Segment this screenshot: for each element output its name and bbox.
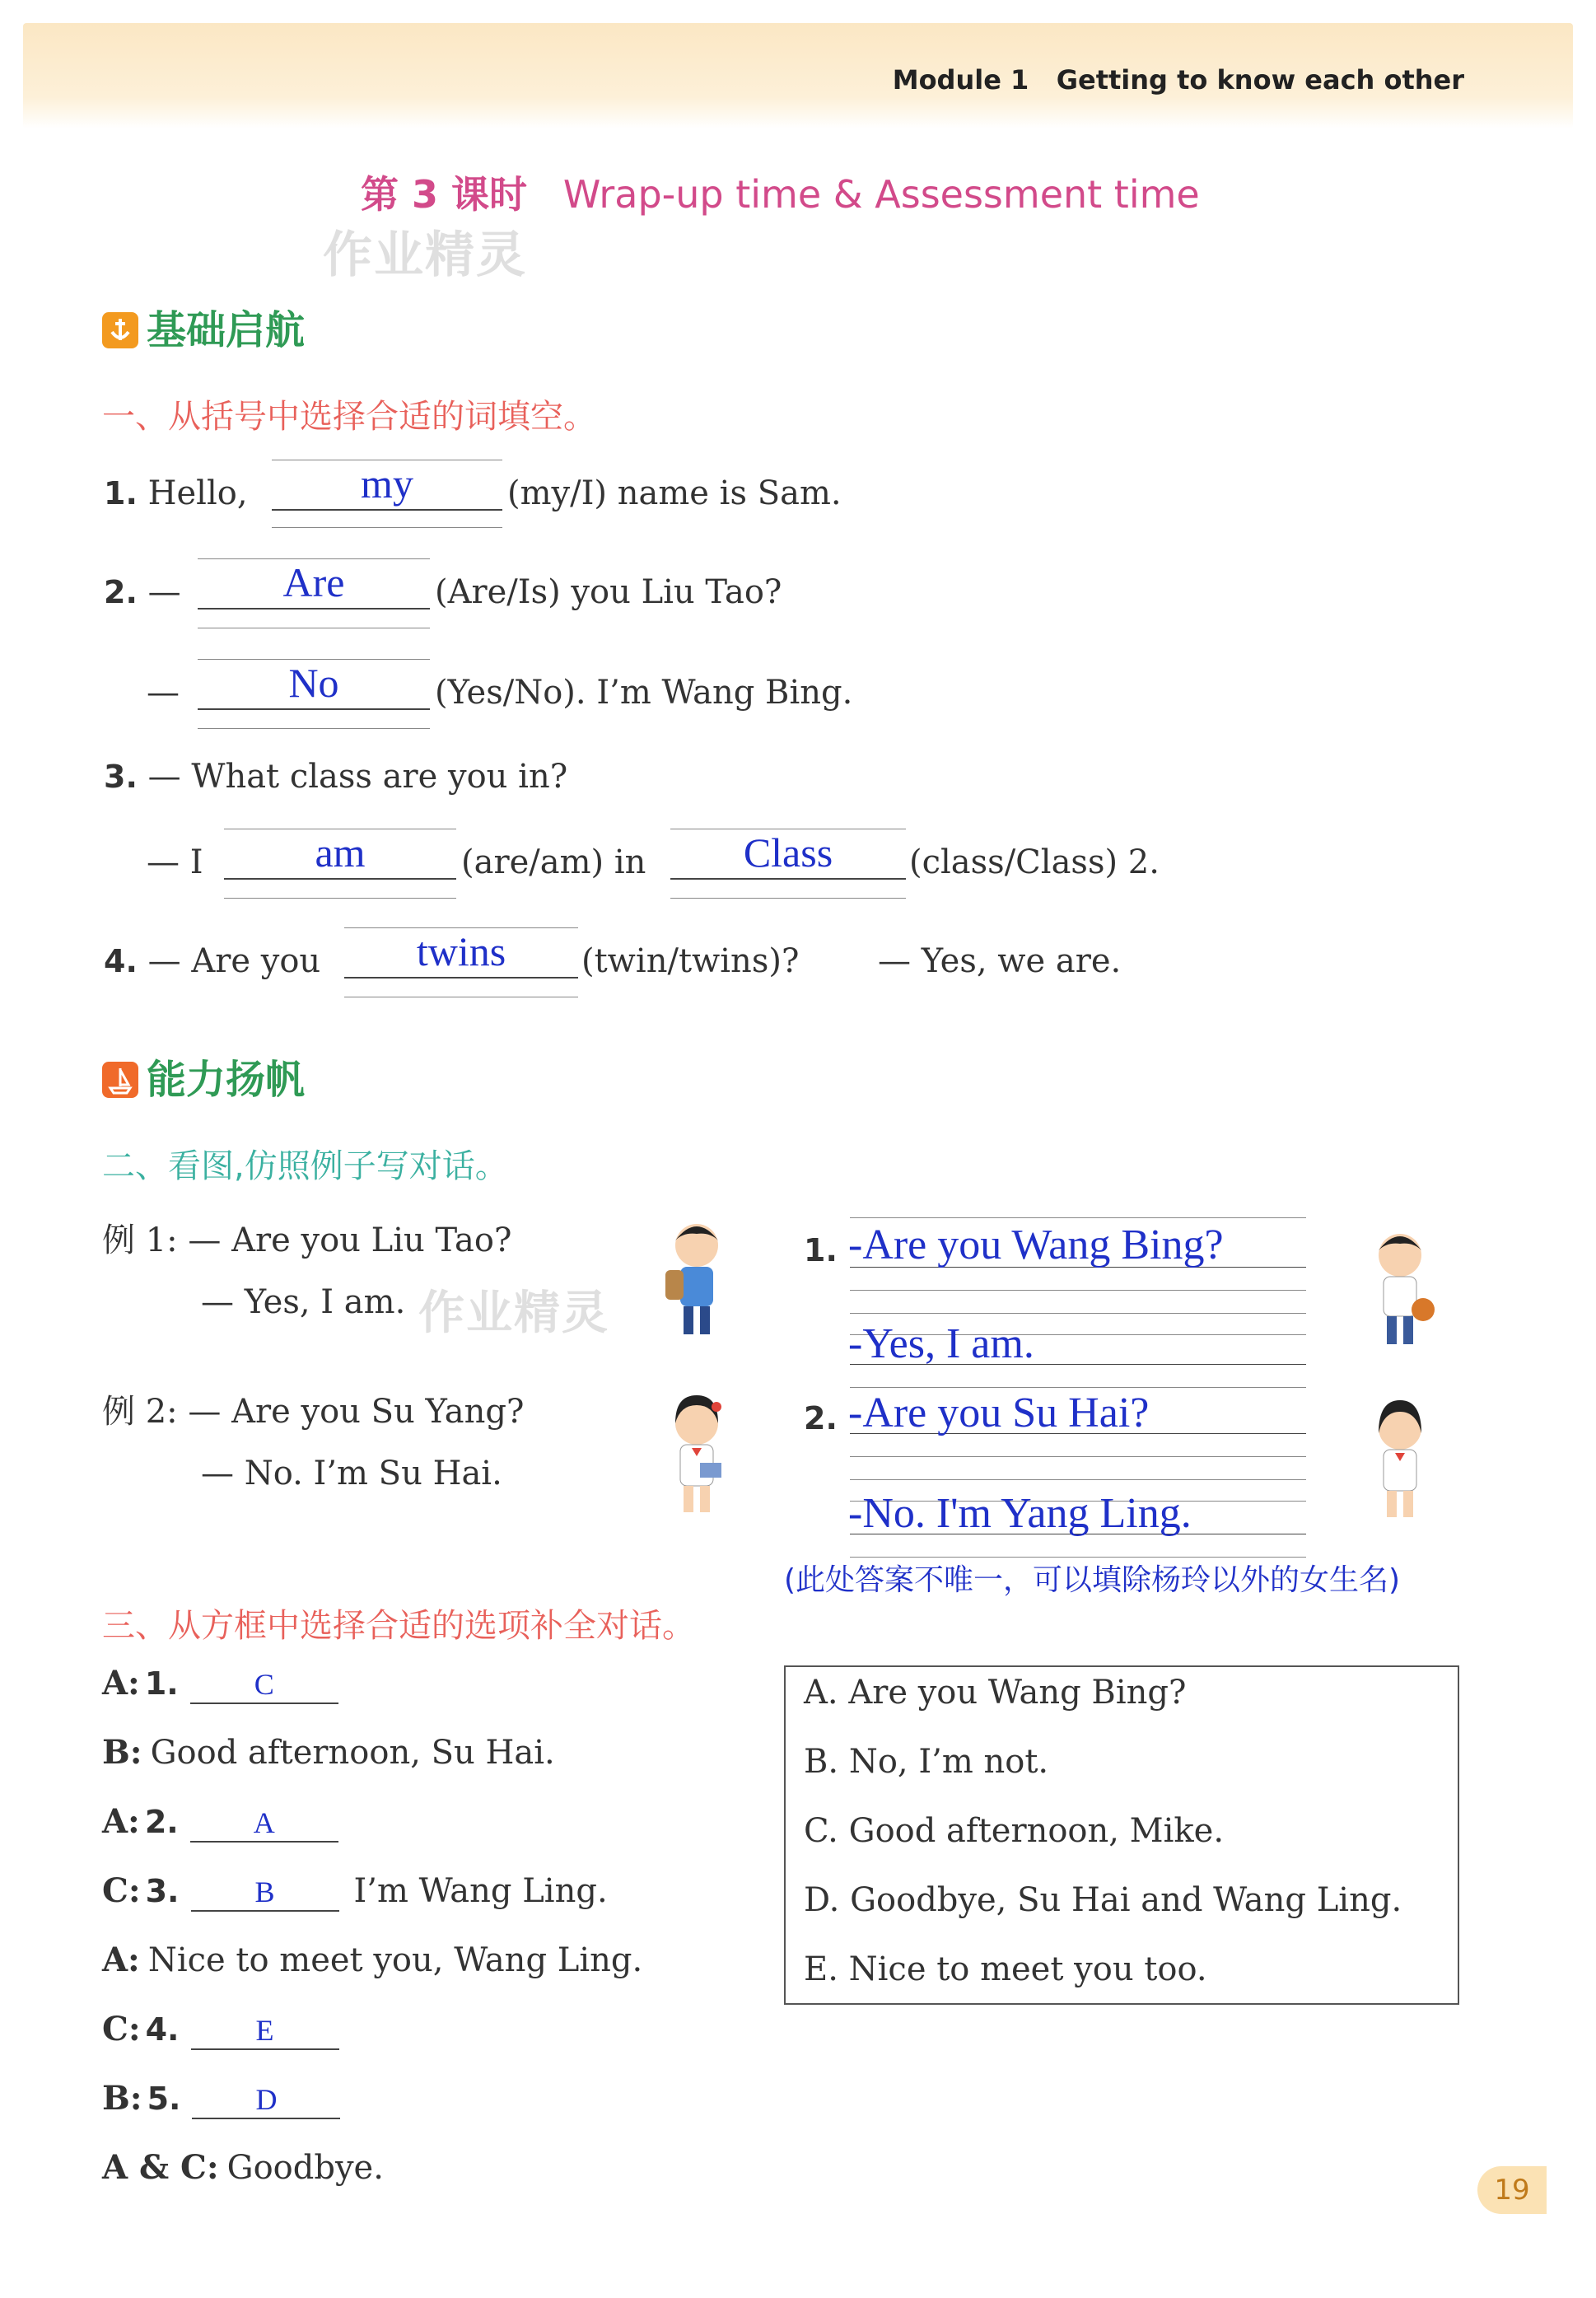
sail-icon xyxy=(102,1062,138,1098)
option-a: A. Are you Wang Bing? xyxy=(804,1674,1187,1712)
dialog-text: Nice to meet you, Wang Ling. xyxy=(147,1941,643,1979)
dialog-line xyxy=(102,1802,338,1843)
question-2b-dash: — xyxy=(147,674,180,712)
dialog-answer: C xyxy=(254,1668,274,1701)
speaker-label: A: xyxy=(102,1941,140,1979)
question-4-tail: (twin/twins)? xyxy=(581,942,800,980)
dialog-answer: B xyxy=(254,1875,275,1908)
boy-liu-tao-picture xyxy=(659,1217,736,1341)
section-heading-2: 能力扬帆 xyxy=(102,1048,305,1105)
watermark-2: 作业精灵 xyxy=(418,1287,609,1340)
speaker-label: B: xyxy=(102,1733,142,1772)
option-d: D. Goodbye, Su Hai and Wang Ling. xyxy=(804,1881,1402,1919)
question-1: 1. Hello, xyxy=(104,474,248,512)
exercise-2-answer-1-reply[interactable]: -Yes, I am. xyxy=(848,1320,1034,1367)
blank-number: 1. xyxy=(144,1665,179,1702)
dialog-line xyxy=(102,2010,339,2050)
dialog-answer: E xyxy=(255,2014,274,2047)
exercise-2-num-1: 1. xyxy=(804,1232,838,1268)
section-heading-1: 基础启航 xyxy=(102,298,305,355)
option-c: C. Good afternoon, Mike. xyxy=(804,1812,1225,1850)
question-3a: 3. — What class are you in? xyxy=(104,758,568,796)
example-2: 例 2: — Are you Su Yang? xyxy=(102,1393,525,1431)
boy-wang-bing-picture xyxy=(1362,1227,1441,1351)
module-header: Module 1 Getting to know each other xyxy=(892,64,1464,96)
exercise-2-answer-2-question[interactable]: -Are you Su Hai? xyxy=(848,1390,1150,1436)
option-b: B. No, I’m not. xyxy=(804,1743,1049,1781)
girl-picture xyxy=(1362,1400,1441,1524)
question-2b-tail: (Yes/No). I’m Wang Bing. xyxy=(435,674,853,712)
exercise-2-answer-1-question[interactable]: -Are you Wang Bing? xyxy=(848,1221,1224,1268)
blank-number: 3. xyxy=(145,1873,180,1909)
dialog-text: Good afternoon, Su Hai. xyxy=(150,1734,555,1772)
speaker-label: A & C: xyxy=(102,2148,219,2187)
exercise-2-answer-2-reply[interactable]: -No. I'm Yang Ling. xyxy=(848,1490,1192,1537)
options-box xyxy=(784,1665,1459,2005)
dialog-line xyxy=(102,1871,608,1912)
speaker-label: B: xyxy=(102,2079,142,2118)
question-1-tail: (my/I) name is Sam. xyxy=(507,474,842,512)
dialog-line xyxy=(102,2148,384,2187)
lesson-title xyxy=(361,165,1200,219)
page-number: 19 xyxy=(1477,2166,1547,2214)
dialog-answer-blank[interactable] xyxy=(191,2011,339,2050)
question-2a: 2. — xyxy=(104,573,181,611)
dialog-line xyxy=(102,1664,338,1704)
answer-blank-3a[interactable]: am xyxy=(224,830,456,880)
blank-number: 2. xyxy=(144,1804,179,1840)
dialog-answer-blank[interactable] xyxy=(192,2080,340,2119)
dialog-text: I’m Wang Ling. xyxy=(353,1872,608,1910)
dialog-line xyxy=(102,1941,642,1979)
example-2-answer: — No. I’m Su Hai. xyxy=(201,1455,502,1492)
question-4: 4. — Are you xyxy=(104,942,321,980)
blank-number: 5. xyxy=(147,2081,181,2117)
answer-blank-1[interactable]: my xyxy=(272,461,502,511)
speaker-label: A: xyxy=(102,1664,140,1702)
part-title-3: 三、从方框中选择合适的选项补全对话。 xyxy=(102,1607,695,1645)
speaker-label: A: xyxy=(102,1802,140,1841)
dialog-line xyxy=(102,1733,555,1772)
option-e: E. Nice to meet you too. xyxy=(804,1950,1207,1988)
dialog-answer-blank[interactable] xyxy=(190,1803,338,1843)
question-4-reply: — Yes, we are. xyxy=(878,942,1122,980)
example-1: 例 1: — Are you Liu Tao? xyxy=(102,1221,512,1259)
watermark: 作业精灵 xyxy=(323,227,527,284)
part-title-1: 一、从括号中选择合适的词填空。 xyxy=(102,398,596,436)
blank-number: 4. xyxy=(145,2011,180,2048)
dialog-answer: D xyxy=(255,2083,278,2116)
part-title-2: 二、看图,仿照例子写对话。 xyxy=(102,1147,508,1185)
question-3b-tail: (class/Class) 2. xyxy=(909,843,1160,881)
answer-blank-2b[interactable]: No xyxy=(198,661,430,710)
example-1-answer: — Yes, I am. xyxy=(201,1283,406,1321)
answer-blank-2a[interactable]: Are xyxy=(198,560,430,610)
girl-su-hai-picture xyxy=(659,1395,736,1519)
speaker-label: C: xyxy=(102,1871,141,1910)
anchor-icon xyxy=(102,312,138,348)
answer-note: (此处答案不唯一，可以填除杨玲以外的女生名) xyxy=(784,1563,1401,1597)
dialog-answer-blank[interactable] xyxy=(190,1665,338,1704)
dialog-text: Goodbye. xyxy=(226,2149,384,2187)
dialog-line xyxy=(102,2079,340,2119)
question-3b-mid: (are/am) in xyxy=(461,843,646,881)
exercise-2-num-2: 2. xyxy=(804,1400,838,1436)
lesson-name: Wrap-up time & Assessment time xyxy=(562,172,1200,217)
question-2a-tail: (Are/Is) you Liu Tao? xyxy=(435,573,782,611)
answer-blank-4[interactable]: twins xyxy=(344,929,578,979)
question-3b-start: — I xyxy=(147,843,203,881)
speaker-label: C: xyxy=(102,2010,141,2048)
dialog-answer: A xyxy=(253,1806,275,1839)
answer-blank-3b[interactable]: Class xyxy=(670,830,906,880)
dialog-answer-blank[interactable] xyxy=(191,1872,339,1912)
lesson-label: 第 3 课时 xyxy=(361,172,528,217)
